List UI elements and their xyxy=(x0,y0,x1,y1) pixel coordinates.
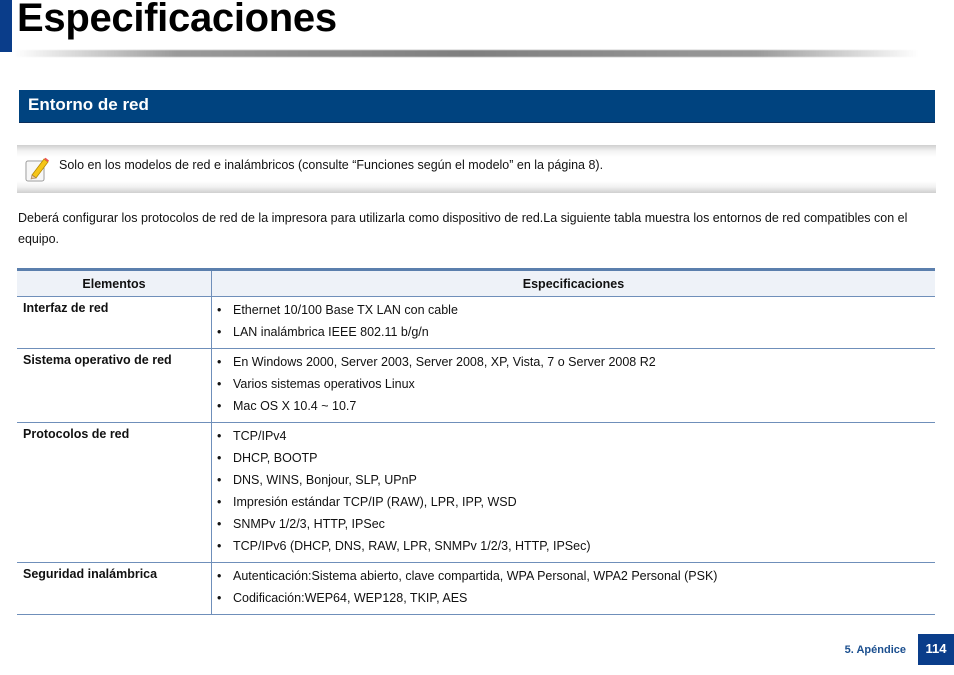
row-element-label: Seguridad inalámbrica xyxy=(17,563,212,615)
spec-item: • En Windows 2000, Server 2003, Server 2008, XP, Vista, 7 o Server 2008 R2 xyxy=(217,355,656,369)
page-title: Especificaciones xyxy=(17,0,337,40)
spec-item: • DHCP, BOOTP xyxy=(217,451,318,465)
spec-item: • TCP/IPv6 (DHCP, DNS, RAW, LPR, SNMPv 1/2/3, HTTP, IPSec) xyxy=(217,539,591,553)
spec-item: • Codificación:WEP64, WEP128, TKIP, AES xyxy=(217,591,468,605)
spec-item: • DNS, WINS, Bonjour, SLP, UPnP xyxy=(217,473,417,487)
title-divider xyxy=(14,50,919,57)
column-header-elements: Elementos xyxy=(17,270,212,297)
spec-item: • SNMPv 1/2/3, HTTP, IPSec xyxy=(217,517,385,531)
row-specs xyxy=(212,423,936,563)
table-row xyxy=(17,297,935,349)
note-text: Solo en los modelos de red e inalámbricos (consulte “Funciones según el modelo” en la página 8). xyxy=(59,158,604,172)
spec-item: • Autenticación:Sistema abierto, clave compartida, WPA Personal, WPA2 Personal (PSK) xyxy=(217,569,718,583)
page-number: 114 xyxy=(918,634,954,665)
spec-item: • Varios sistemas operativos Linux xyxy=(217,377,415,391)
note-pencil-icon xyxy=(24,155,50,183)
header-accent-bar xyxy=(0,0,12,52)
row-element-label: Interfaz de red xyxy=(17,297,212,349)
table-row xyxy=(17,423,935,563)
network-spec-table xyxy=(17,268,935,615)
note-box xyxy=(17,145,936,193)
row-element-label: Sistema operativo de red xyxy=(17,349,212,423)
section-header xyxy=(19,90,935,123)
intro-paragraph: Deberá configurar los protocolos de red de la impresora para utilizarla como dispositivo de red.La siguiente tabla muestra los entornos de red compatibles con el equipo. xyxy=(18,211,908,246)
spec-item: • LAN inalámbrica IEEE 802.11 b/g/n xyxy=(217,325,429,339)
spec-item: • Impresión estándar TCP/IP (RAW), LPR, IPP, WSD xyxy=(217,495,517,509)
table-header-row xyxy=(17,270,935,297)
row-element-label: Protocolos de red xyxy=(17,423,212,563)
row-specs xyxy=(212,349,936,423)
table-row xyxy=(17,349,935,423)
spec-item: • TCP/IPv4 xyxy=(217,429,287,443)
footer-section-label: 5. Apéndice xyxy=(844,644,906,656)
table-row xyxy=(17,563,935,615)
spec-item: • Ethernet 10/100 Base TX LAN con cable xyxy=(217,303,458,317)
column-header-specs: Especificaciones xyxy=(212,270,936,297)
row-specs xyxy=(212,297,936,349)
row-specs xyxy=(212,563,936,615)
spec-item: • Mac OS X 10.4 ~ 10.7 xyxy=(217,399,357,413)
section-title: Entorno de red xyxy=(28,95,149,114)
